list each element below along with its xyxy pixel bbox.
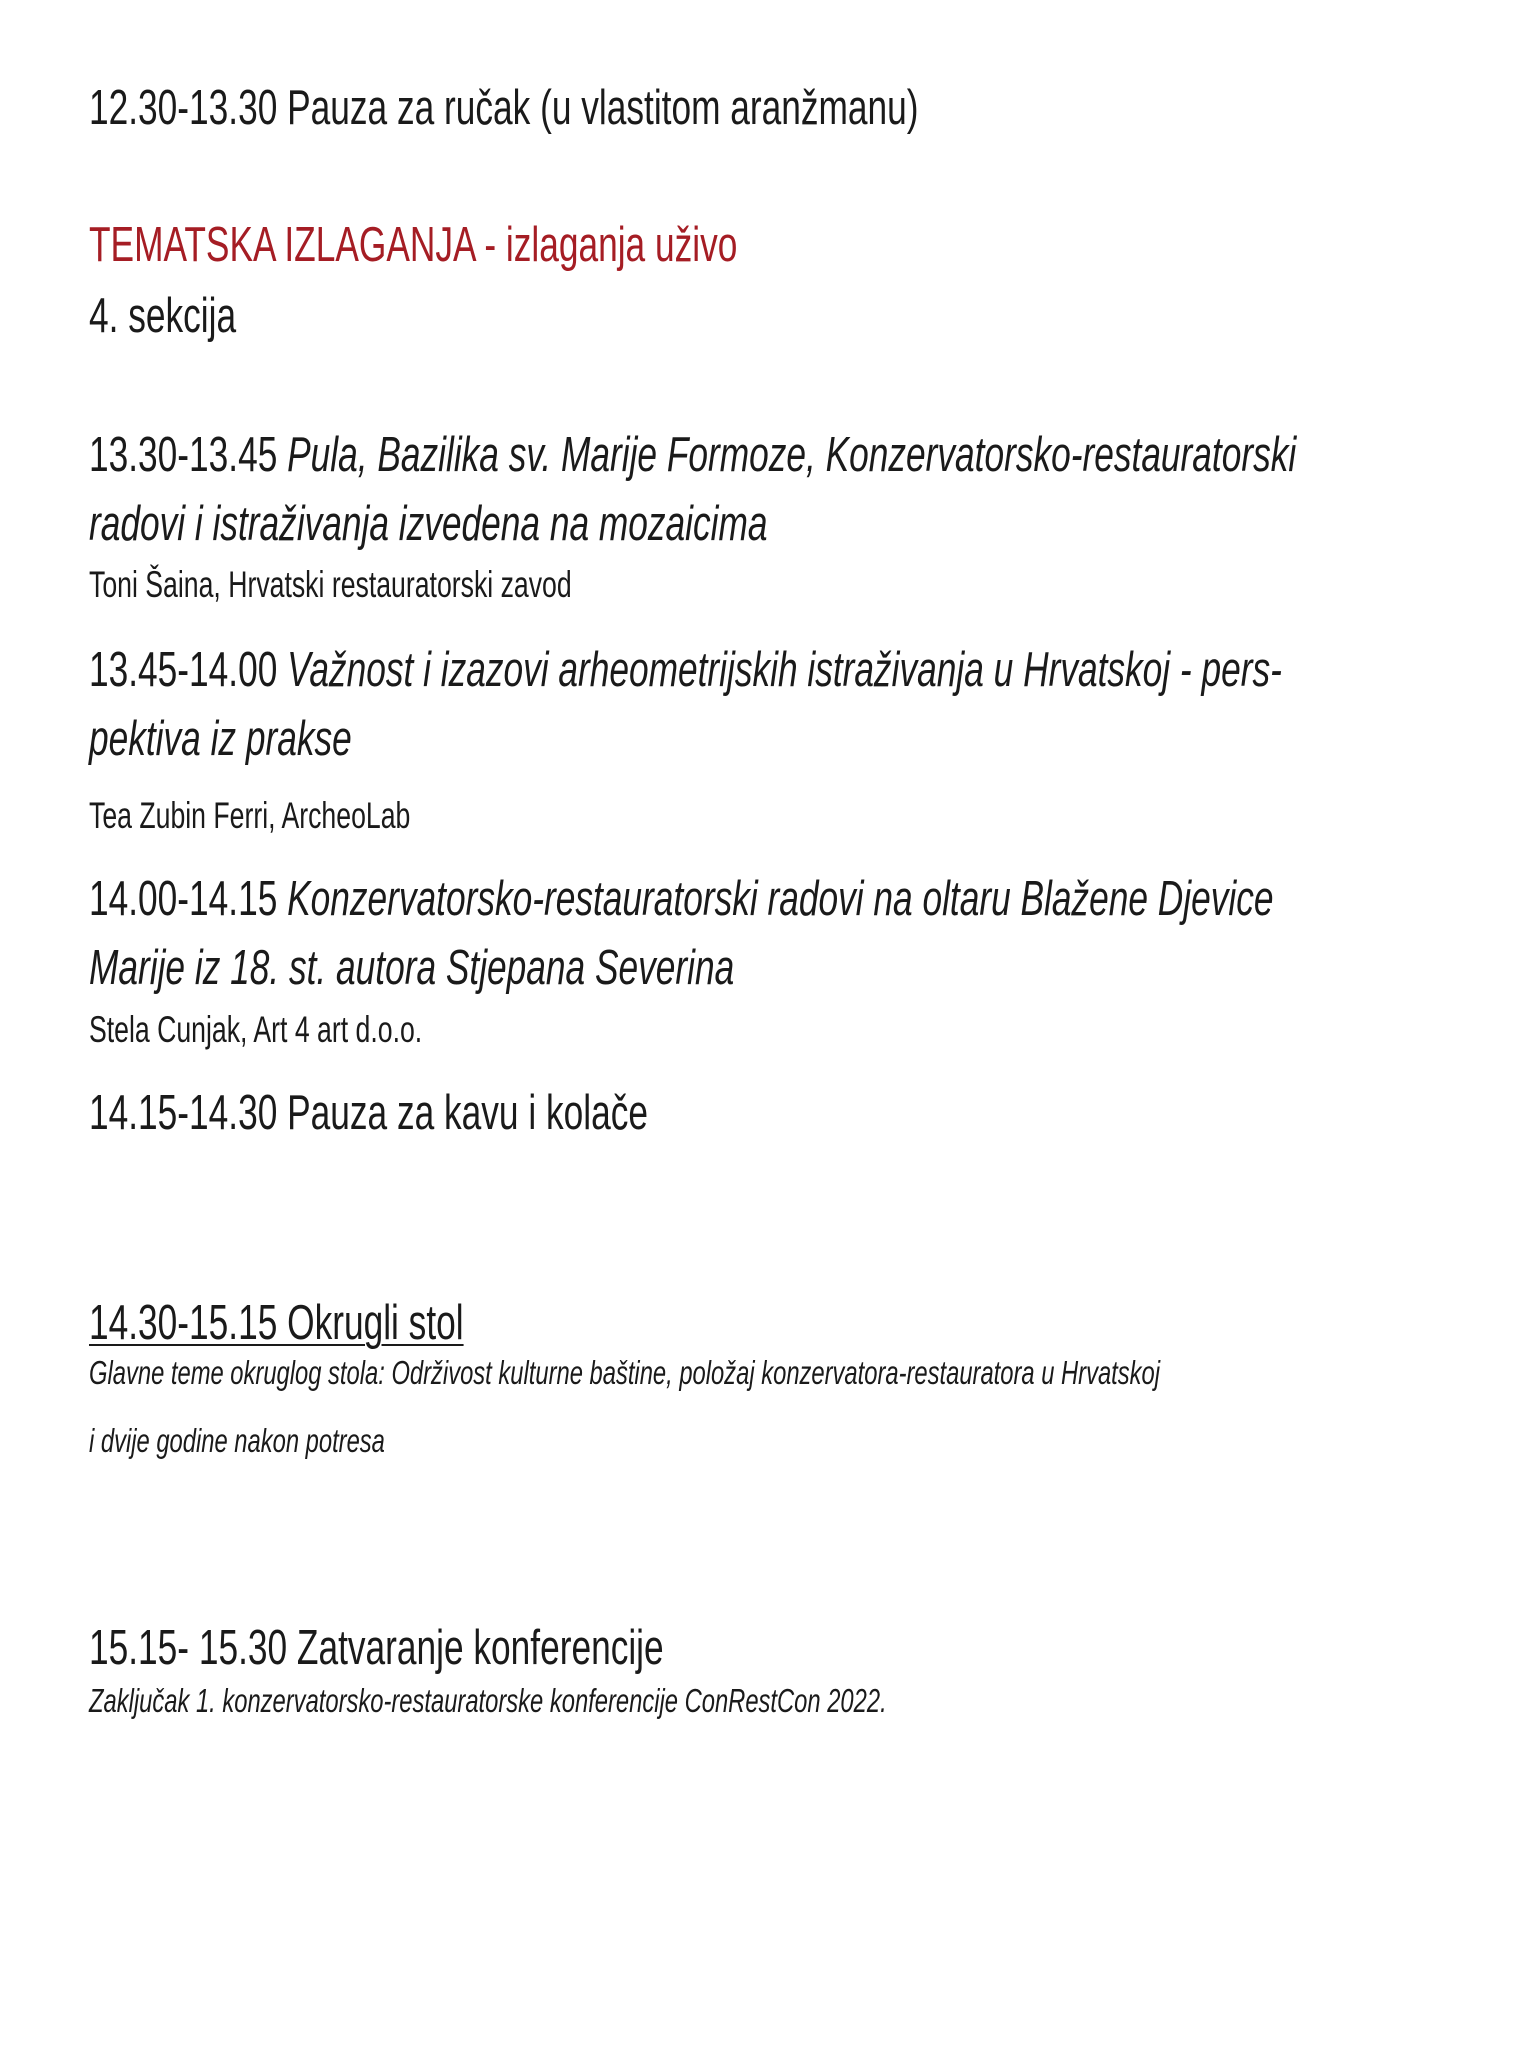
talk-3-title-part-1: Konzervatorsko-restauratorski radovi na oltaru Blažene Djevice <box>287 872 1274 926</box>
talk-1-title-part-2: radovi i istraživanja izvedena na mozaicima <box>89 497 768 551</box>
talk-3-time: 14.00-14.15 <box>89 872 278 926</box>
closing-heading: 15.15- 15.30 Zatvaranje konferencije <box>89 1621 664 1675</box>
talk-1-line-1 <box>89 428 1297 482</box>
talk-2-line-1 <box>89 643 1282 697</box>
section-heading: TEMATSKA IZLAGANJA - izlaganja uživo <box>89 218 738 272</box>
closing-desc: Zaključak 1. konzervatorsko-restauratorske konferencije ConRestCon 2022. <box>89 1682 887 1719</box>
coffee-break-entry <box>89 1086 648 1140</box>
talk-2-speaker: Tea Zubin Ferri, ArcheoLab <box>89 795 411 836</box>
lunch-time: 12.30-13.30 <box>89 81 278 135</box>
talk-1-time: 13.30-13.45 <box>89 428 278 482</box>
talk-2-title-part-1: Važnost i izazovi arheometrijskih istraživanja u Hrvatskoj - pers- <box>287 643 1282 697</box>
coffee-time: 14.15-14.30 <box>89 1086 278 1140</box>
coffee-text: Pauza za kavu i kolače <box>287 1086 648 1140</box>
talk-2-title-part-2: pektiva iz prakse <box>89 712 352 766</box>
talk-2-time: 13.45-14.00 <box>89 643 278 697</box>
round-table-desc-line-1: Glavne teme okruglog stola: Održivost kulturne baštine, položaj konzervatora-restauratora u Hrvatskoj <box>89 1354 1161 1391</box>
section-label: 4. sekcija <box>89 289 237 343</box>
round-table-desc-line-2: i dvije godine nakon potresa <box>89 1422 385 1459</box>
talk-1-speaker: Toni Šaina, Hrvatski restauratorski zavod <box>89 564 572 605</box>
round-table-heading: 14.30-15.15 Okrugli stol <box>89 1296 464 1350</box>
talk-1-title-part-1: Pula, Bazilika sv. Marije Formoze, Konzervatorsko-restauratorski <box>287 428 1297 482</box>
talk-3-speaker: Stela Cunjak, Art 4 art d.o.o. <box>89 1009 423 1050</box>
lunch-break-entry <box>89 81 919 135</box>
talk-3-line-1 <box>89 872 1274 926</box>
talk-3-title-part-2: Marije iz 18. st. autora Stjepana Severina <box>89 941 735 995</box>
lunch-text: Pauza za ručak (u vlastitom aranžmanu) <box>287 81 919 135</box>
